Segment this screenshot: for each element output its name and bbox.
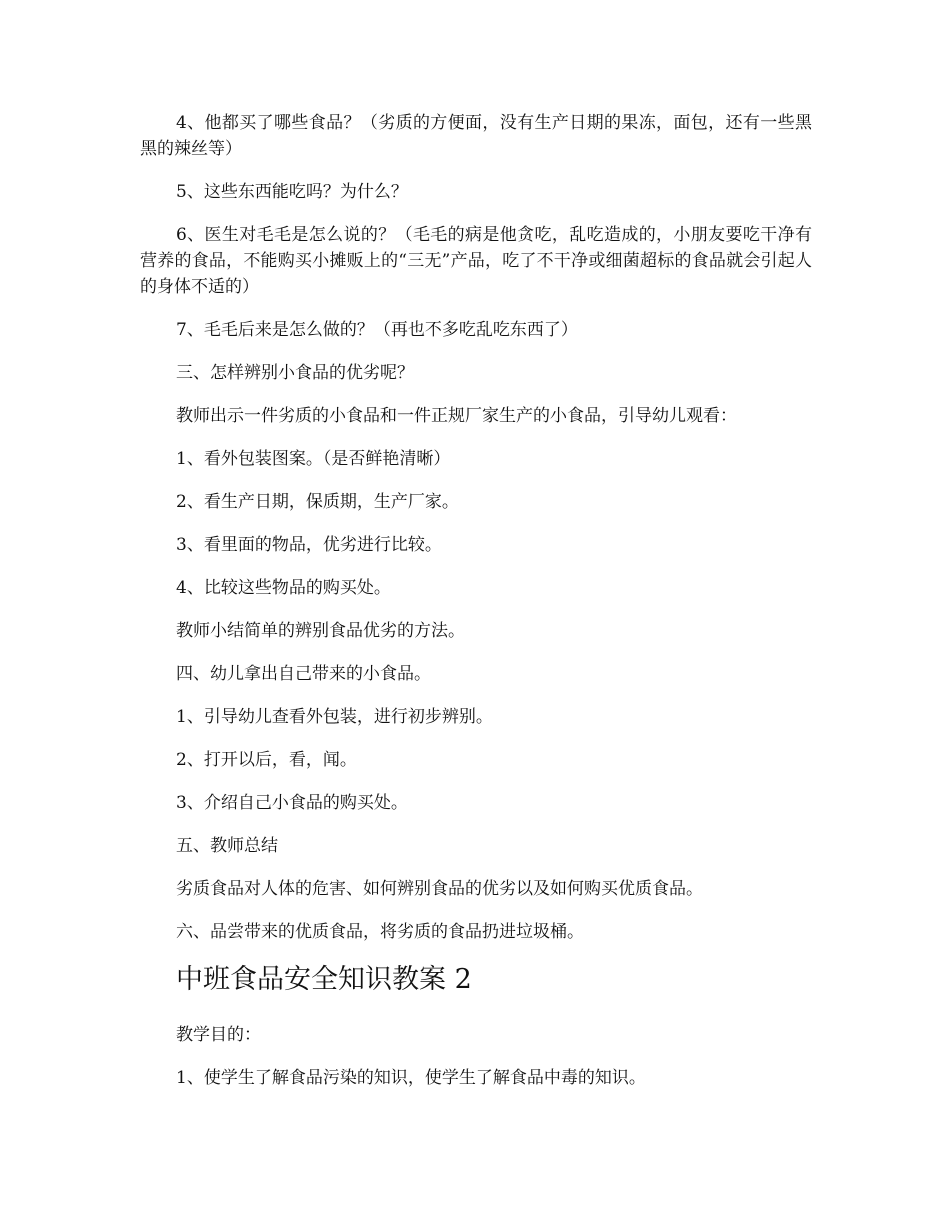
- section-heading-6: 六、品尝带来的优质食品，将劣质的食品扔进垃圾桶。: [176, 922, 584, 942]
- section-heading-3: 三、怎样辨别小食品的优劣呢？: [176, 363, 414, 383]
- paragraph: 4、他都买了哪些食品？（劣质的方便面，没有生产日期的果冻，面包，还有一些黑黑的辣丝等）: [140, 113, 812, 159]
- section-heading-4: 四、幼儿拿出自己带来的小食品。: [176, 664, 431, 684]
- section-heading-5: 五、教师总结: [176, 836, 278, 856]
- list-item: 1、引导幼儿查看外包装，进行初步辨别。: [176, 707, 493, 727]
- paragraph: 劣质食品对人体的危害、如何辨别食品的优劣以及如何购买优质食品。: [176, 879, 703, 899]
- list-item: 3、看里面的物品，优劣进行比较。: [176, 535, 442, 555]
- paragraph: 7、毛毛后来是怎么做的？（再也不多吃乱吃东西了）: [176, 320, 578, 340]
- list-item: 2、看生产日期，保质期，生产厂家。: [176, 492, 459, 512]
- paragraph: 5、这些东西能吃吗？为什么？: [176, 182, 408, 202]
- list-item: 1、使学生了解食品污染的知识，使学生了解食品中毒的知识。: [176, 1068, 646, 1088]
- list-item: 3、介绍自己小食品的购买处。: [176, 793, 408, 813]
- paragraph: 教学目的：: [176, 1025, 261, 1045]
- paragraph: 6、医生对毛毛是怎么说的？（毛毛的病是他贪吃，乱吃造成的，小朋友要吃干净有营养的食品，不能购买小摊贩上的“三无”产品，吃了不干净或细菌超标的食品就会引起人的身体不适的）: [140, 225, 812, 297]
- list-item: 1、看外包装图案。（是否鲜艳清晰）: [176, 449, 451, 469]
- paragraph: 教师小结简单的辨别食品优劣的方法。: [176, 621, 465, 641]
- list-item: 2、打开以后，看，闻。: [176, 750, 357, 770]
- list-item: 4、比较这些物品的购买处。: [176, 578, 391, 598]
- paragraph: 教师出示一件劣质的小食品和一件正规厂家生产的小食品，引导幼儿观看：: [176, 406, 737, 426]
- document-section-title: 中班食品安全知识教案 2: [176, 964, 472, 995]
- document-body: [140, 110, 812, 1108]
